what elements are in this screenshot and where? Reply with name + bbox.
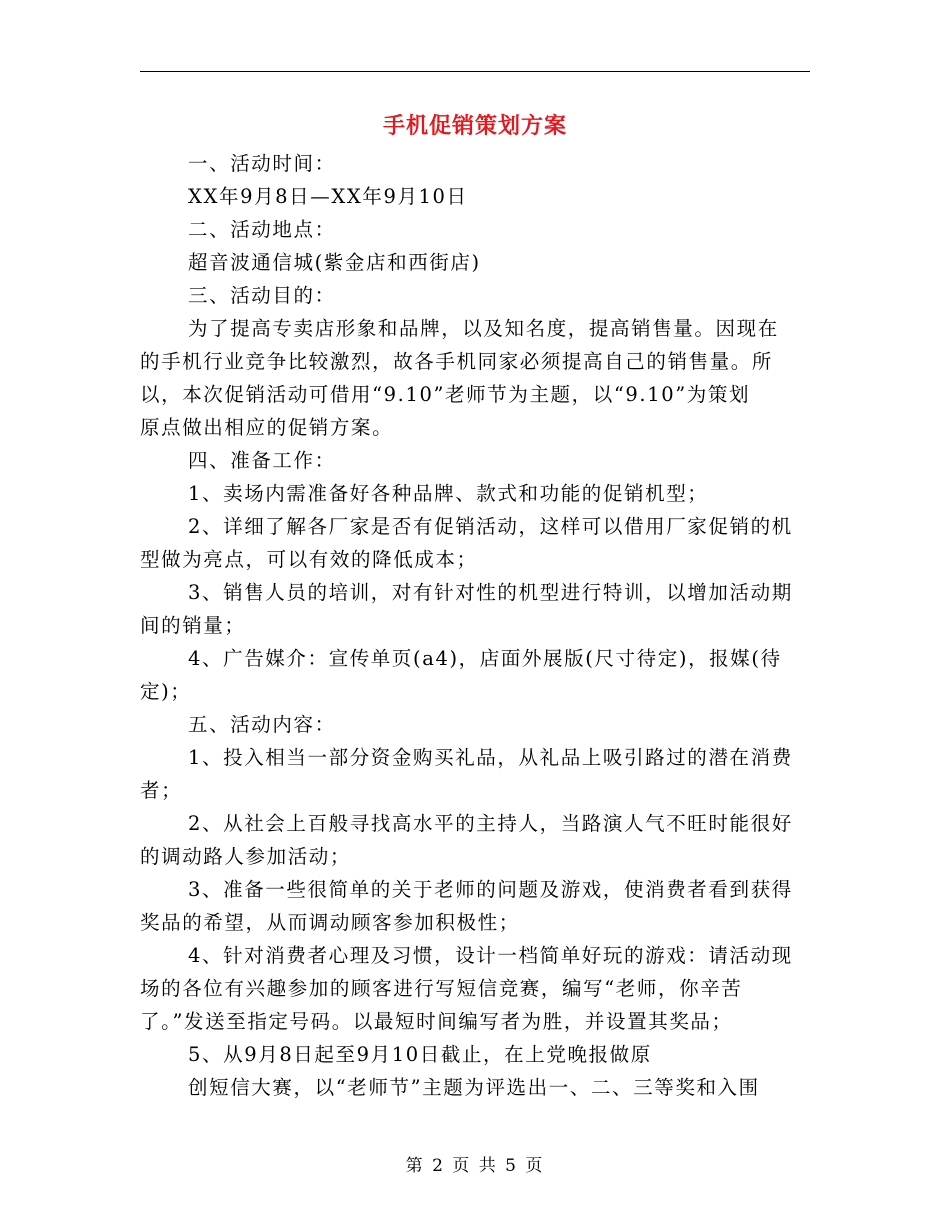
section-heading: 五、活动内容： [188, 713, 336, 736]
paragraph-line: 定)； [140, 680, 192, 703]
paragraph-line: 4、针对消费者心理及习惯，设计一档简单好玩的游戏：请活动现 [188, 944, 793, 967]
paragraph-line: 者； [140, 779, 183, 802]
paragraph-line: 了。”发送至指定号码。以最短时间编写者为胜，并设置其奖品； [140, 1010, 733, 1033]
section-heading: 二、活动地点： [188, 218, 336, 241]
page-number-footer: 第 2 页 共 5 页 [405, 1156, 545, 1176]
paragraph-line: 奖品的希望，从而调动顾客参加积极性； [140, 911, 520, 934]
paragraph-line: 5、从9月8日起至9月10日截止，在上党晚报做原 [188, 1043, 652, 1066]
paragraph-line: 2、从社会上百般寻找高水平的主持人，当路演人气不旺时能很好 [188, 812, 793, 835]
paragraph-line: 超音波通信城(紫金店和西街店) [188, 251, 481, 274]
paragraph-line: 原点做出相应的促销方案。 [140, 416, 394, 439]
paragraph-line: 3、销售人员的培训，对有针对性的机型进行特训，以增加活动期 [188, 581, 793, 604]
section-heading: 四、准备工作： [188, 449, 336, 472]
paragraph-line: 场的各位有兴趣参加的顾客进行写短信竞赛，编写“老师，你辛苦 [140, 977, 743, 1000]
paragraph-line: 创短信大赛，以“老师节”主题为评选出一、二、三等奖和入围 [188, 1076, 760, 1099]
paragraph-line: 间的销量； [140, 614, 246, 637]
paragraph-line: 为了提高专卖店形象和品牌，以及知名度，提高销售量。因现在 [188, 317, 779, 340]
document-title: 手机促销策划方案 [382, 113, 567, 139]
paragraph-line: XX年9月8日—XX年9月10日 [188, 185, 468, 208]
paragraph-line: 的手机行业竞争比较激烈，故各手机同家必须提高自己的销售量。所 [140, 350, 774, 373]
paragraph-line: 的调动路人参加活动； [140, 845, 352, 868]
section-heading: 一、活动时间： [188, 152, 336, 175]
section-heading: 三、活动目的： [188, 284, 336, 307]
paragraph-line: 2、详细了解各厂家是否有促销活动，这样可以借用厂家促销的机 [188, 515, 793, 538]
paragraph-line: 1、投入相当一部分资金购买礼品，从礼品上吸引路过的潜在消费 [188, 746, 793, 769]
paragraph-line: 3、准备一些很简单的关于老师的问题及游戏，使消费者看到获得 [188, 878, 793, 901]
header-rule [140, 71, 810, 72]
paragraph-line: 型做为亮点，可以有效的降低成本； [140, 548, 478, 571]
paragraph-line: 4、广告媒介：宣传单页(a4)，店面外展版(尺寸待定)，报媒(待 [188, 647, 782, 670]
paragraph-line: 1、卖场内需准备好各种品牌、款式和功能的促销机型； [188, 482, 709, 505]
paragraph-line: 以，本次促销活动可借用“9.10”老师节为主题，以“9.10”为策划 [140, 383, 751, 406]
